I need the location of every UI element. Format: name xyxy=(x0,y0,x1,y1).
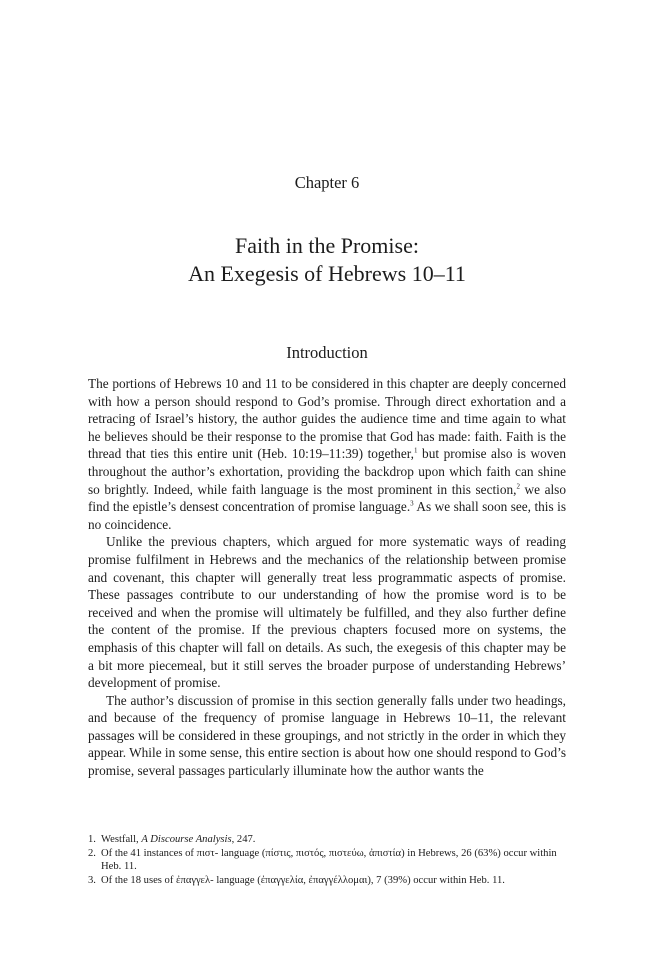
footnote-number: 1. xyxy=(88,834,96,845)
footnote-ref-1[interactable]: 1 xyxy=(413,446,418,455)
footnote-1 xyxy=(88,833,566,847)
footnote-text: Westfall, xyxy=(101,834,142,845)
paragraph-1-part-a: The portions of Hebrews 10 and 11 to be considered in this chapter are deeply concerned with how a person should respond to God’s promise. Through direct exhortation and a retracing of Israel’s history, the author guides the audience time and time again to what he believes should be their response to the promise that God has made: faith. Faith is the thread that ties this entire unit (Heb. 10:19–11:39) together, xyxy=(88,376,566,462)
footnote-text: Of the 41 instances of πιστ- language (πίστις, πιστός, πιστεύω, ἀπιστία) in Hebrews, 26 (63%) occur within Heb. 11. xyxy=(101,847,557,873)
paragraph-1 xyxy=(88,375,566,533)
footnote-ref-3[interactable]: 3 xyxy=(410,499,414,508)
section-heading: Introduction xyxy=(286,343,368,362)
footnote-title-italic: A Discourse Analysis xyxy=(141,834,232,845)
chapter-title xyxy=(88,232,566,288)
chapter-number: Chapter 6 xyxy=(294,173,360,192)
footnote-number: 2. xyxy=(88,847,96,859)
body-text xyxy=(88,375,566,780)
chapter-title-line-2: An Exegesis of Hebrews 10–11 xyxy=(188,261,466,286)
paragraph-2: Unlike the previous chapters, which argued for more systematic ways of reading promise fulfilment in Hebrews and the mechanics of the relationship between promise and covenant, this chapter will generally treat less programmatic aspects of promise. These passages contribute to our understanding of how the promise word is to be received and when the promise will ultimately be fulfilled, and they also further define the content of the promise. If the previous chapters focused more on systems, the emphasis of this chapter will fall on details. As such, the exegesis of this chapter may be a bit more piecemeal, but it still serves the broader purpose of understanding Hebrews’ development of promise. xyxy=(88,534,566,691)
chapter-title-line-1: Faith in the Promise: xyxy=(235,233,419,258)
footnote-number: 3. xyxy=(88,874,96,886)
footnote-ref-2[interactable]: 2 xyxy=(516,482,520,491)
footnote-3 xyxy=(88,874,566,888)
footnotes xyxy=(88,833,566,887)
paragraph-1-part-d: As we shall soon see, this is no coincidence. xyxy=(88,499,566,532)
footnote-2 xyxy=(88,847,566,874)
paragraph-1-part-b: but promise also is woven throughout the author’s exhortation, providing the backdrop upon which faith can shine so brightly. Indeed, while faith language is the most prominent in this section, xyxy=(88,446,566,497)
footnote-text: Of the 18 uses of ἐπαγγελ- language (ἐπαγγελία, ἐπαγγέλλομαι), 7 (39%) occur within Heb. 11. xyxy=(101,874,505,886)
paragraph-3: The author’s discussion of promise in this section generally falls under two headings, and because of the frequency of promise language in Hebrews 10–11, the relevant passages will be considered in these groupings, and not strictly in the order in which they appear. While in some sense, this entire section is about how one should respond to God’s promise, several passages particularly illuminate how the author wants the xyxy=(88,692,566,779)
paragraph-1-part-c: we also find the epistle’s densest concentration of promise language. xyxy=(88,481,566,515)
footnote-text-tail: , 247. xyxy=(231,834,256,845)
